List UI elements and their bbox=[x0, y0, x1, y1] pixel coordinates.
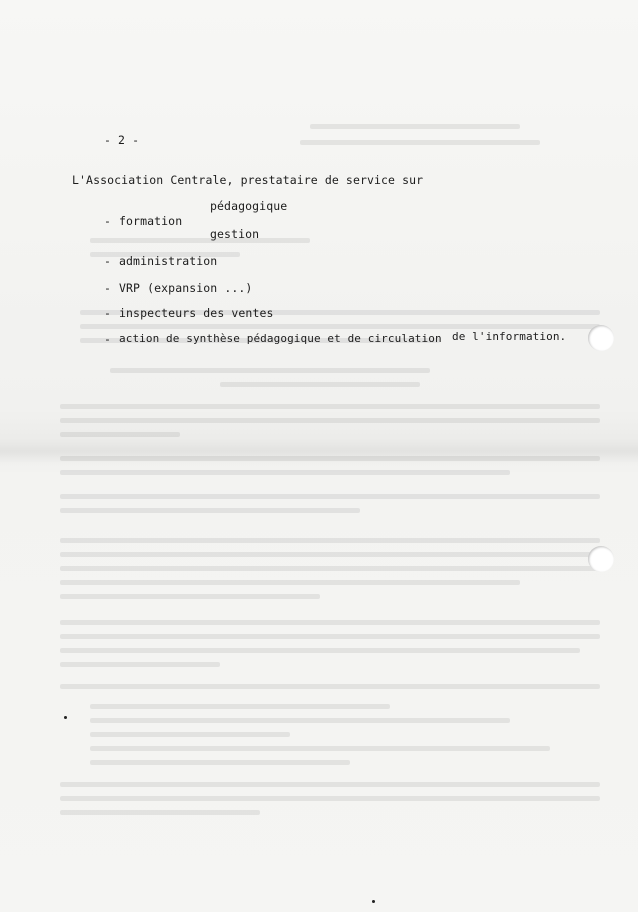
ink-speck bbox=[64, 716, 67, 719]
item-label: action de synthèse pédagogique et de circulation bbox=[119, 332, 442, 345]
ink-speck bbox=[372, 900, 375, 903]
item-sub-gestion: gestion bbox=[210, 227, 260, 241]
item-label: formation bbox=[119, 214, 183, 228]
page-number: - 2 - bbox=[104, 133, 140, 147]
item-label: VRP (expansion ...) bbox=[119, 281, 253, 295]
item-dash: - bbox=[104, 306, 112, 320]
item-dash: - bbox=[104, 254, 112, 268]
item-label: administration bbox=[119, 254, 218, 268]
punch-hole-top bbox=[588, 325, 614, 351]
intro-line: L'Association Centrale, prestataire de service sur bbox=[72, 173, 424, 187]
punch-hole-bottom bbox=[588, 546, 614, 572]
item-dash: - bbox=[104, 281, 112, 295]
item-dash: - bbox=[104, 332, 112, 346]
item-tail: de l'information. bbox=[452, 330, 567, 343]
item-sub-pedagogique: pédagogique bbox=[210, 199, 288, 213]
item-dash: - bbox=[104, 214, 112, 228]
item-label: inspecteurs des ventes bbox=[119, 306, 274, 320]
